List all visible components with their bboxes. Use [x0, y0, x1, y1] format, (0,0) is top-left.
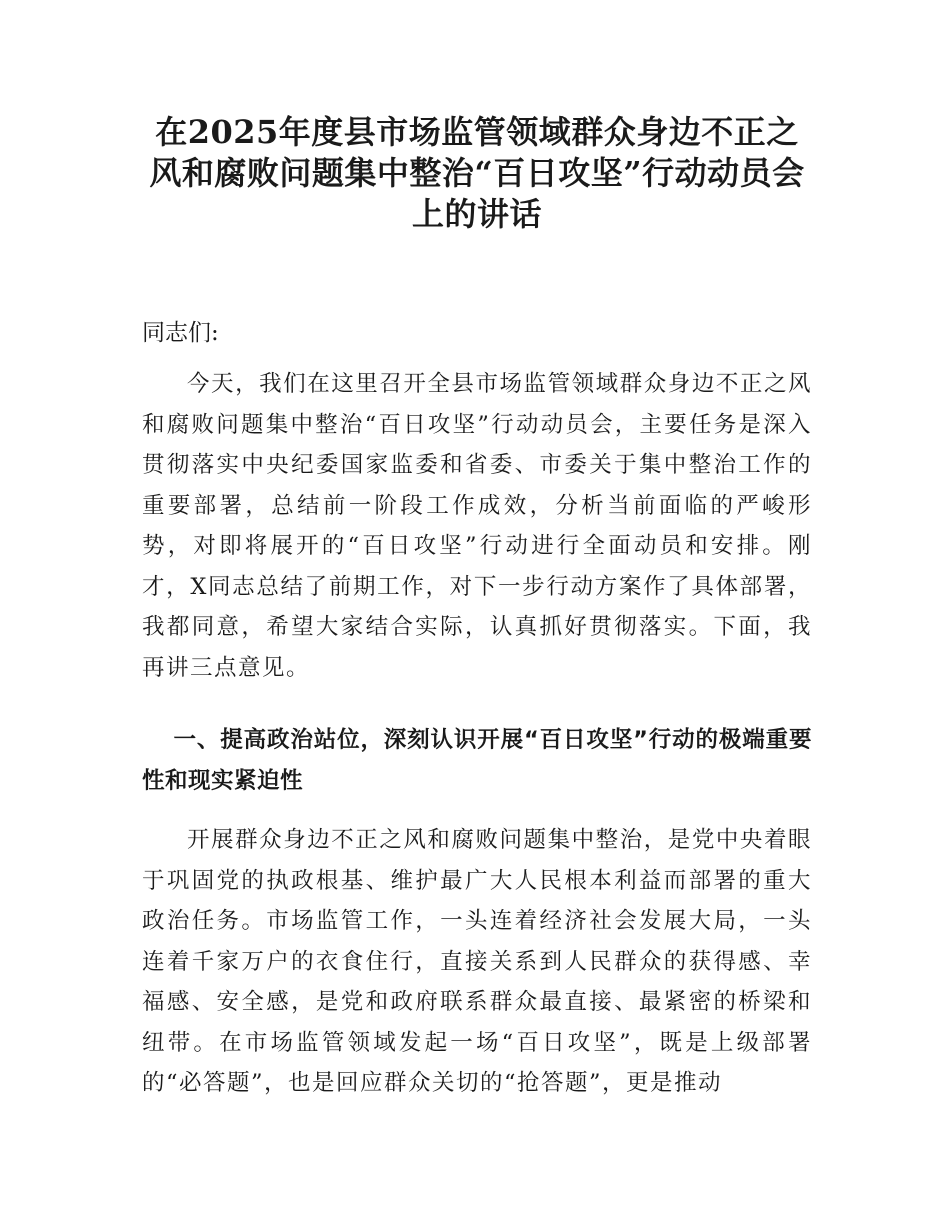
- section-heading: 一、提高政治站位，深刻认识开展“百日攻坚”行动的极端重要性和现实紧迫性: [142, 727, 812, 794]
- document-title: 在2025年度县市场监管领域群众身边不正之风和腐败问题集中整治“百日攻坚”行动动员会上的讲话: [149, 113, 805, 233]
- body-paragraph: 开展群众身边不正之风和腐败问题集中整治，是党中央着眼于巩固党的执政根基、维护最广大人民根本利益而部署的重大政治任务。市场监管工作，一头连着经济社会发展大局，一头连着千家万户的衣食住行，直接关系到人民群众的获得感、幸福感、安全感，是党和政府联系群众最直接、最紧密的桥梁和纽带。在市场监管领域发起一场“百日攻坚”，既是上级部署的“必答题”，也是回应群众关切的“抢答题”，更是推动: [142, 827, 812, 1096]
- body-paragraph: 今天，我们在这里召开全县市场监管领域群众身边不正之风和腐败问题集中整治“百日攻坚”行动动员会，主要任务是深入贯彻落实中央纪委国家监委和省委、市委关于集中整治工作的重要部署，总结前一阶段工作成效，分析当前面临的严峻形势，对即将展开的“百日攻坚”行动进行全面动员和安排。刚才，X同志总结了前期工作，对下一步行动方案作了具体部署，我都同意，希望大家结合实际，认真抓好贯彻落实。下面，我再讲三点意见。: [142, 371, 812, 681]
- salutation: 同志们:: [142, 320, 219, 346]
- document-page: [142, 112, 812, 1096]
